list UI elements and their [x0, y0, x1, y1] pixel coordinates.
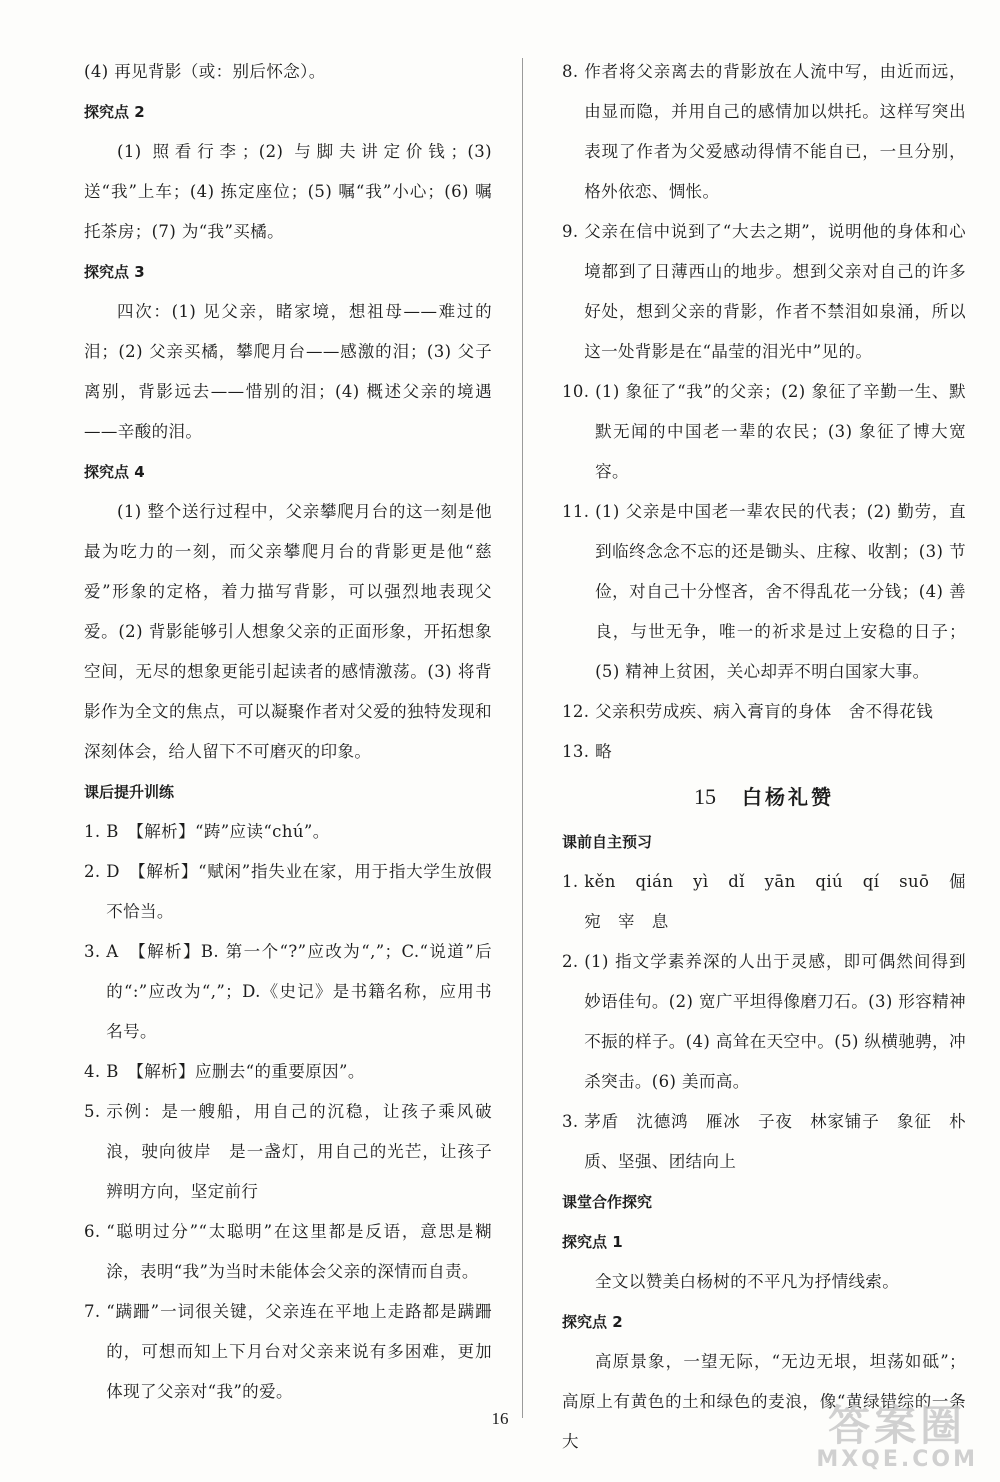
item-number: 1.	[562, 872, 585, 891]
item-number: 4.	[84, 1062, 107, 1081]
section-heading: 探究点 2	[84, 103, 145, 121]
answer-item	[84, 1292, 492, 1412]
section-heading: 课堂合作探究	[562, 1193, 653, 1211]
item-text: B 【解析】“踌”应读“chú”。	[106, 822, 330, 841]
left-column	[84, 52, 492, 1412]
answer-item	[84, 1092, 492, 1212]
section-heading: 课后提升训练	[84, 783, 175, 801]
item-number: 13.	[562, 742, 596, 761]
answer-paragraph: 全文以赞美白杨树的不平凡为抒情线索。	[595, 1272, 900, 1291]
answer-item	[562, 692, 966, 732]
section-heading: 课前自主预习	[562, 833, 653, 851]
section-heading: 探究点 3	[84, 263, 145, 281]
item-text: “聪明过分”“太聪明”在这里都是反语，意思是糊涂，表明“我”为当时未能体会父亲的深情而自责。	[106, 1222, 492, 1281]
answer-item	[562, 942, 966, 1102]
answer-item	[562, 372, 966, 492]
section-heading: 探究点 4	[84, 463, 145, 481]
section-heading: 探究点 2	[562, 1313, 623, 1331]
item-text: (1) 象征了“我”的父亲；(2) 象征了辛勤一生、默默无闻的中国老一辈的农民；(3) 象征了博大宽容。	[595, 382, 966, 481]
answer-item	[84, 1212, 492, 1292]
item-number: 10.	[562, 382, 596, 401]
item-number: 6.	[84, 1222, 107, 1241]
item-text: B 【解析】应删去“的重要原因”。	[106, 1062, 365, 1081]
item-number: 11.	[562, 502, 596, 521]
item-number: 3.	[562, 1112, 585, 1131]
item-number: 1.	[84, 822, 107, 841]
answer-paragraph: 四次：(1) 见父亲，睹家境，想祖母——难过的泪；(2) 父亲买橘，攀爬月台——感激的泪；(3) 父子离别，背影远去——惜别的泪；(4) 概述父亲的境遇——辛酸的泪。	[84, 302, 492, 441]
lesson-name: 白杨礼赞	[742, 785, 834, 809]
item-number: 7.	[84, 1302, 107, 1321]
item-text: D 【解析】“赋闲”指失业在家，用于指大学生放假不恰当。	[106, 862, 492, 921]
answer-item	[562, 492, 966, 692]
answer-item	[562, 52, 966, 212]
item-text: A 【解析】B. 第一个“?”应改为“,”；C.“说道”后的“:”应改为“,”；D.《史记》是书籍名称，应用书名号。	[106, 942, 492, 1041]
item-text: 略	[595, 742, 612, 761]
item-text: 父亲积劳成疾、病入膏肓的身体 舍不得花钱	[595, 702, 934, 721]
answer-item	[84, 1052, 492, 1092]
answer-paragraph: (1) 照看行李；(2) 与脚夫讲定价钱；(3) 送“我”上车；(4) 拣定座位；(5) 嘱“我”小心；(6) 嘱托茶房；(7) 为“我”买橘。	[84, 142, 492, 241]
item-text: 父亲在信中说到了“大去之期”，说明他的身体和心境都到了日薄西山的地步。想到父亲对自己的许多好处，想到父亲的背影，作者不禁泪如泉涌，所以这一处背影是在“晶莹的泪光中”见的。	[584, 222, 966, 361]
item-text: (1) 父亲是中国老一辈农民的代表；(2) 勤劳，直到临终念念不忘的还是锄头、庄稼、收割；(3) 节俭，对自己十分悭吝，舍不得乱花一分钱；(4) 善良，与世无争，唯一的祈求是过上安稳的日子；(5) 精神上贫困，关心却弄不明白国家大事。	[595, 502, 966, 681]
watermark-logo	[816, 1401, 978, 1472]
item-text: “蹒跚”一词很关键，父亲连在平地上走路都是蹒跚的，可想而知上下月台对父亲来说有多困难，更加体现了父亲对“我”的爱。	[106, 1302, 492, 1401]
answer-item	[562, 212, 966, 372]
answer-item	[562, 862, 983, 942]
item-number: 3.	[84, 942, 107, 961]
answer-paragraph: (1) 整个送行过程中，父亲攀爬月台的这一刻是他最为吃力的一刻，而父亲攀爬月台的背影更是他“慈爱”形象的定格，着力描写背影，可以强烈地表现父爱。(2) 背影能够引人想象父亲的正面形象，开拓想象空间，无尽的想象更能引起读者的感情激荡。(3) 将背影作为全文的焦点，可以凝聚作者对父爱的独特发现和深刻体会，给人留下不可磨灭的印象。	[84, 502, 492, 761]
lesson-title	[562, 772, 966, 822]
item-text: (1) 指文学素养深的人出于灵感，即可偶然间得到妙语佳句。(2) 宽广平坦得像磨刀石。(3) 形容精神不振的样子。(4) 高耸在天空中。(5) 纵横驰骋，冲杀突击。(6) 美而高。	[584, 952, 966, 1091]
answer-item	[84, 852, 492, 932]
answer-item	[562, 1102, 966, 1182]
item-number: 2.	[84, 862, 107, 881]
section-heading: 探究点 1	[562, 1233, 623, 1251]
watermark-text: 答案圈	[828, 1401, 967, 1450]
item-number: 9.	[562, 222, 585, 241]
item-text: 作者将父亲离去的背影放在人流中写，由近而远，由显而隐，并用自己的感情加以烘托。这样写突出表现了作者为父爱感动得情不能自已，一旦分别，格外依恋、惆怅。	[584, 62, 966, 201]
item-number: 8.	[562, 62, 585, 81]
column-divider	[522, 58, 523, 1418]
answer-item	[84, 932, 492, 1052]
item-text: kěn qián yì dǐ yān qiú qí suō 倔 宛 宰 息	[584, 872, 983, 931]
answer-item	[562, 732, 966, 772]
item-number: 12.	[562, 702, 596, 721]
lesson-number: 15	[694, 784, 716, 809]
page-number: 16	[491, 1409, 509, 1428]
item-number: 5.	[84, 1102, 107, 1121]
watermark-url: MXQE.COM	[816, 1447, 978, 1472]
item-text: 茅盾 沈德鸿 雁冰 子夜 林家铺子 象征 朴质、坚强、团结向上	[584, 1112, 966, 1171]
answer-line: (4) 再见背影（或：别后怀念）。	[84, 62, 326, 81]
right-column	[562, 52, 983, 1462]
answer-paragraph: 高原景象，一望无际，“无边无垠，坦荡如砥”；高原上有黄色的土和绿色的麦浪，像“黄绿错综的一条大	[562, 1352, 966, 1451]
item-number: 2.	[562, 952, 585, 971]
item-text: 示例：是一艘船，用自己的沉稳，让孩子乘风破浪，驶向彼岸 是一盏灯，用自己的光芒，让孩子辨明方向，坚定前行	[106, 1102, 492, 1201]
answer-item	[84, 812, 492, 852]
